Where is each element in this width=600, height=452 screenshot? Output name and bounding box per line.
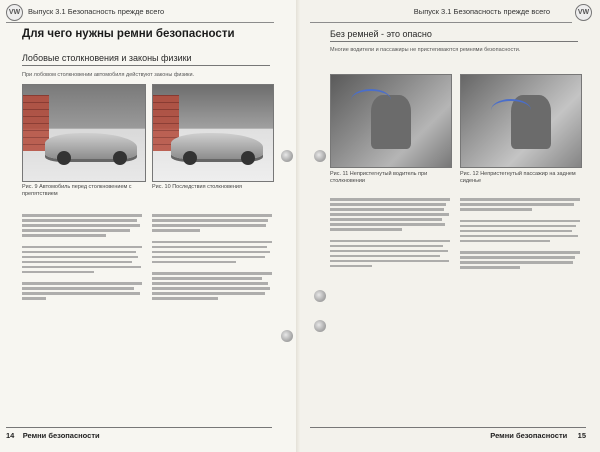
photo3-caption: Рис. 11 Непристегнутый водитель при столкновении <box>330 171 428 184</box>
left-footer <box>6 431 272 440</box>
binder-hole <box>281 330 293 342</box>
section-subtitle-text: Лобовые столкновения и законы физики <box>22 53 192 63</box>
section-subtitle <box>22 53 270 66</box>
binder-hole <box>314 150 326 162</box>
left-page-number: 14 <box>6 431 15 440</box>
vw-logo-icon: VW <box>6 4 23 21</box>
motion-arrow-icon <box>351 89 391 111</box>
photo1-caption: Рис. 9 Автомобиль перед столкновением с препятствием <box>22 184 132 197</box>
right-page-col2-body <box>460 196 580 271</box>
unbelted-driver-photo <box>330 74 452 168</box>
left-column-body <box>22 212 142 302</box>
right-header <box>310 6 572 20</box>
photo4-caption: Рис. 12 Непристегнутый пассажир на заднем сиденье <box>460 171 576 184</box>
crash-photo-after <box>152 84 274 182</box>
section-subtitle-right-text: Без ремней - это опасно <box>330 29 432 39</box>
right-header-text: Выпуск 3.1 Безопасность прежде всего <box>413 7 550 16</box>
section-subtitle-right <box>330 29 578 42</box>
right-page-number: 15 <box>577 431 586 440</box>
unbelted-passenger-photo <box>460 74 582 168</box>
crash-photo-before <box>22 84 146 182</box>
right-footer-title: Ремни безопасности <box>490 431 568 440</box>
right-page <box>300 0 600 452</box>
photo2-caption: Рис. 10 Последствия столкновения <box>152 184 242 190</box>
binder-hole <box>314 290 326 302</box>
binder-hole <box>281 150 293 162</box>
intro-text: При лобовом столкновении автомобиля действуют законы физики. <box>22 72 195 78</box>
left-header <box>6 6 274 20</box>
page-title: Для чего нужны ремни безопасности <box>22 28 235 40</box>
left-header-text: Выпуск 3.1 Безопасность прежде всего <box>28 7 165 16</box>
intro-text-right: Многие водители и пассажиры не пристегиваются ремнями безопасности. <box>330 47 521 53</box>
left-footer-title: Ремни безопасности <box>22 431 100 440</box>
right-column-body <box>152 212 272 302</box>
vw-logo-icon: VW <box>575 4 592 21</box>
binder-hole <box>314 320 326 332</box>
right-page-col1-body <box>330 196 450 270</box>
right-footer <box>310 431 586 440</box>
motion-arrow-icon <box>491 99 531 121</box>
